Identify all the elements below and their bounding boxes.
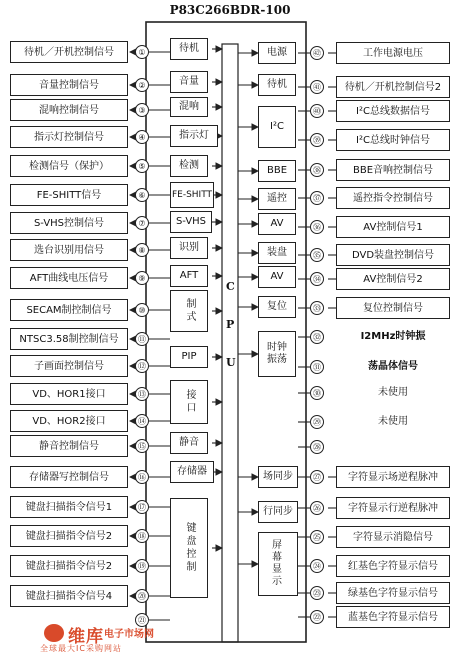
pin-22-label: 蓝基色字符显示信号 [336,606,450,628]
block-keyboard: 键盘控制 [170,498,208,598]
cpu-letter-c: C [226,280,235,293]
pin-37: ㊲ [310,191,324,205]
pin-20: ⑳ [135,589,149,603]
pin-40-label: I²C总线数据信号 [336,100,450,122]
pin-38: ㊳ [310,163,324,177]
pin-37-label: 遥控指令控制信号 [336,187,450,209]
pin-20-label: 键盘扫描指令信号4 [10,585,128,607]
block-memory: 存储器 [170,461,214,483]
block-i2c: I²C [258,106,296,148]
block-field-sync: 场同步 [258,466,298,488]
pin-31: ㉛ [310,360,324,374]
pin-25: ㉕ [310,530,324,544]
pin-6-label: FE-SHITT信号 [10,184,128,206]
pin-9-label: AFT曲线电压信号 [10,267,128,289]
pin-3: ③ [135,103,149,117]
pin-16-label: 存储器写控制信号 [10,466,128,488]
pin-6: ⑥ [135,188,149,202]
pin-15: ⑮ [135,439,149,453]
cpu-bus [222,44,238,642]
pin-10: ⑩ [135,303,149,317]
pin-28: ㉘ [310,440,324,454]
block-tray: 装盘 [258,242,296,264]
pin-16: ⑯ [135,470,149,484]
block-volume: 音量 [170,71,208,93]
block-osd: 屏幕显示 [258,532,298,596]
pin-27: ㉗ [310,470,324,484]
pin-13-label: VD、HOR1接口 [10,383,128,405]
block-av1: AV [258,213,296,235]
pin-32-label: I2MHz时钟振 [336,326,450,348]
pin-5-label: 检测信号（保护） [10,155,128,177]
pin-42: ㊷ [310,46,324,60]
block-remote: 遥控 [258,188,296,210]
pin-35: ㉟ [310,248,324,262]
block-standby: 待机 [170,38,208,60]
pin-12: ⑫ [135,359,149,373]
pin-14: ⑭ [135,414,149,428]
pin-11: ⑪ [135,332,149,346]
pin-23: ㉓ [310,586,324,600]
pin-5: ⑤ [135,159,149,173]
watermark-sub: 电子市场网 [104,629,154,640]
pin-34-label: AV控制信号2 [336,268,450,290]
pin-8-label: 选台识别用信号 [10,239,128,261]
pin-11-label: NTSC3.58制控制信号 [10,328,128,350]
pin-26: ㉖ [310,501,324,515]
pin-30-label: 未使用 [336,382,450,404]
chip-title: P83C266BDR-100 [169,3,291,17]
cpu-letter-u: U [226,356,236,369]
watermark-logo-icon [44,624,64,642]
pin-31-label: 荡晶体信号 [336,356,450,378]
block-aft: AFT [170,265,208,287]
block-system: 制式 [170,290,208,332]
pin-4-label: 指示灯控制信号 [10,126,128,148]
pin-7: ⑦ [135,216,149,230]
pin-2-label: 音量控制信号 [10,74,128,96]
pin-36-label: AV控制信号1 [336,216,450,238]
block-mute: 静音 [170,432,208,454]
pin-15-label: 静音控制信号 [10,435,128,457]
pin-10-label: SECAM制控制信号 [10,299,128,321]
pin-9: ⑨ [135,271,149,285]
pin-26-label: 字符显示行逆程脉冲 [336,497,450,519]
pin-4: ④ [135,130,149,144]
block-line-sync: 行同步 [258,501,298,523]
pin-24: ㉔ [310,559,324,573]
pin-34: ㉞ [310,272,324,286]
pin-18: ⑱ [135,529,149,543]
pin-27-label: 字符显示场逆程脉冲 [336,466,450,488]
block-interface: 接口 [170,380,208,424]
block-ident: 识别 [170,237,208,259]
pin-29: ㉙ [310,415,324,429]
pin-3-label: 混响控制信号 [10,99,128,121]
pin-19-label: 键盘扫描指令信号2 [10,555,128,577]
pin-38-label: BBE音响控制信号 [336,159,450,181]
pin-1: ① [135,45,149,59]
block-standby2: 待机 [258,74,296,96]
block-reverb: 混响 [170,97,208,117]
pin-23-label: 绿基色字符显示信号 [336,582,450,604]
block-pip: PIP [170,346,208,368]
pin-14-label: VD、HOR2接口 [10,410,128,432]
pin-41: ㊶ [310,80,324,94]
block-svhs: S-VHS [170,211,212,233]
pin-22: ㉒ [310,610,324,624]
pin-1-label: 待机／开机控制信号 [10,41,128,63]
pin-42-label: 工作电源电压 [336,42,450,64]
pin-7-label: S-VHS控制信号 [10,212,128,234]
block-power: 电源 [258,42,296,64]
pin-30: ㉚ [310,386,324,400]
pin-21: ㉑ [135,613,149,627]
watermark-tag: 全球最大IC采购网站 [40,644,122,653]
pin-41-label: 待机／开机控制信号2 [336,76,450,98]
block-indicator: 指示灯 [170,125,218,147]
pin-32: ㉜ [310,330,324,344]
pin-29-label: 未使用 [336,411,450,433]
pin-39: ㊴ [310,133,324,147]
pin-17: ⑰ [135,500,149,514]
pin-39-label: I²C总线时钟信号 [336,129,450,151]
block-fe-shitt: FE-SHITT [170,182,214,208]
pin-36: ㊱ [310,220,324,234]
block-clock: 时钟振荡 [258,331,296,377]
block-reset: 复位 [258,296,296,318]
pin-2: ② [135,78,149,92]
pin-40: ㊵ [310,104,324,118]
block-bbe: BBE [258,160,296,182]
watermark [40,622,170,654]
pin-25-label: 字符显示消隐信号 [336,526,450,548]
pin-17-label: 键盘扫描指令信号1 [10,496,128,518]
pin-12-label: 子画面控制信号 [10,355,128,377]
pin-8: ⑧ [135,243,149,257]
pin-18-label: 键盘扫描指令信号2 [10,525,128,547]
cpu-letter-p: P [226,318,235,331]
block-av2: AV [258,266,296,288]
pin-19: ⑲ [135,559,149,573]
pin-13: ⑬ [135,387,149,401]
watermark-main: 维库 [68,627,104,647]
pin-24-label: 红基色字符显示信号 [336,555,450,577]
pin-35-label: DVD装盘控制信号 [336,244,450,266]
pin-33-label: 复位控制信号 [336,297,450,319]
pin-33: ㉝ [310,301,324,315]
block-detect: 检测 [170,155,208,177]
